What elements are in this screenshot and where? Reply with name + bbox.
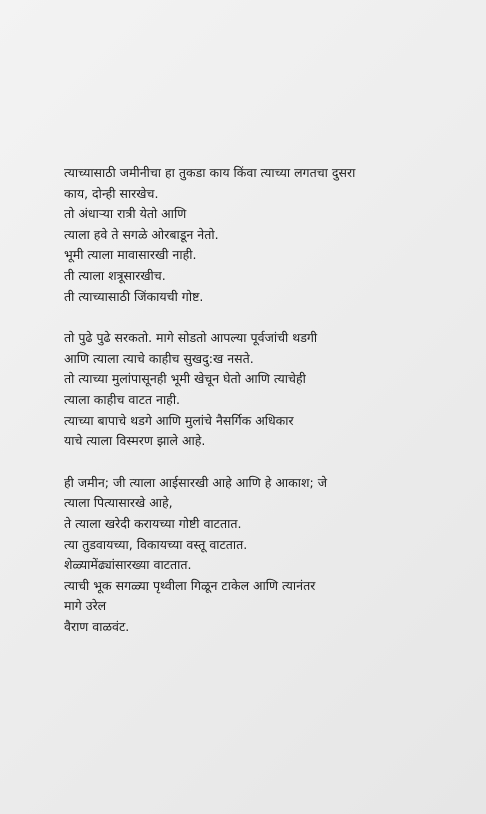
poem-line: काय, दोन्ही सारखेच.	[64, 185, 159, 201]
poem-line: ते त्याला खरेदी करायच्या गोष्टी वाटतात.	[64, 515, 242, 531]
poem-line: याचे त्याला विस्मरण झाले आहे.	[64, 433, 206, 449]
poem-line: ही जमीन; जी त्याला आईसारखी आहे आणि हे आकाश; जे	[64, 474, 327, 490]
poem-line: मागे उरेल	[64, 598, 107, 614]
poem-line: त्याला पित्यासारखे आहे,	[64, 495, 173, 511]
poem-line: भूमी त्याला मावासारखी नाही.	[64, 247, 197, 263]
poem-text	[64, 163, 464, 658]
poem-line: वैराण वाळवंट.	[64, 618, 130, 634]
stanza-3	[64, 473, 464, 638]
poem-line: ती त्याच्यासाठी जिंकायची गोष्ट.	[64, 288, 204, 304]
poem-line: शेळ्यामेंढ्यांसारख्या वाटतात.	[64, 557, 192, 573]
poem-line: आणि त्याला त्याचे काहीच सुखदु:ख नसते.	[64, 350, 254, 366]
poem-line: त्याची भूक सगळ्या पृथ्वीला गिळून टाकेल आणि त्यानंतर	[64, 577, 316, 593]
poem-line: त्याच्यासाठी जमीनीचा हा तुकडा काय किंवा त्याच्या लगतचा दुसरा	[64, 165, 356, 180]
poem-line: तो अंधाऱ्या रात्री येतो आणि	[64, 206, 187, 222]
stanza-2	[64, 328, 464, 452]
poem-line: तो पुढे पुढे सरकतो. मागे सोडतो आपल्या पूर्वजांची थडगी	[64, 330, 318, 346]
poem-line: त्याच्या बापाचे थडगे आणि मुलांचे नैसर्गिक अधिकार	[64, 412, 294, 428]
stanza-1	[64, 163, 464, 307]
poem-line: ती त्याला शत्रूसारखीच.	[64, 267, 166, 283]
poem-line: त्याला हवे ते सगळे ओरबाडून नेतो.	[64, 226, 219, 242]
poem-line: त्याला काहीच वाटत नाही.	[64, 391, 181, 407]
poem-line: तो त्याच्या मुलांपासूनही भूमी खेचून घेतो आणि त्याचेही	[64, 371, 306, 387]
poem-line: त्या तुडवायच्या, विकायच्या वस्तू वाटतात.	[64, 536, 248, 552]
